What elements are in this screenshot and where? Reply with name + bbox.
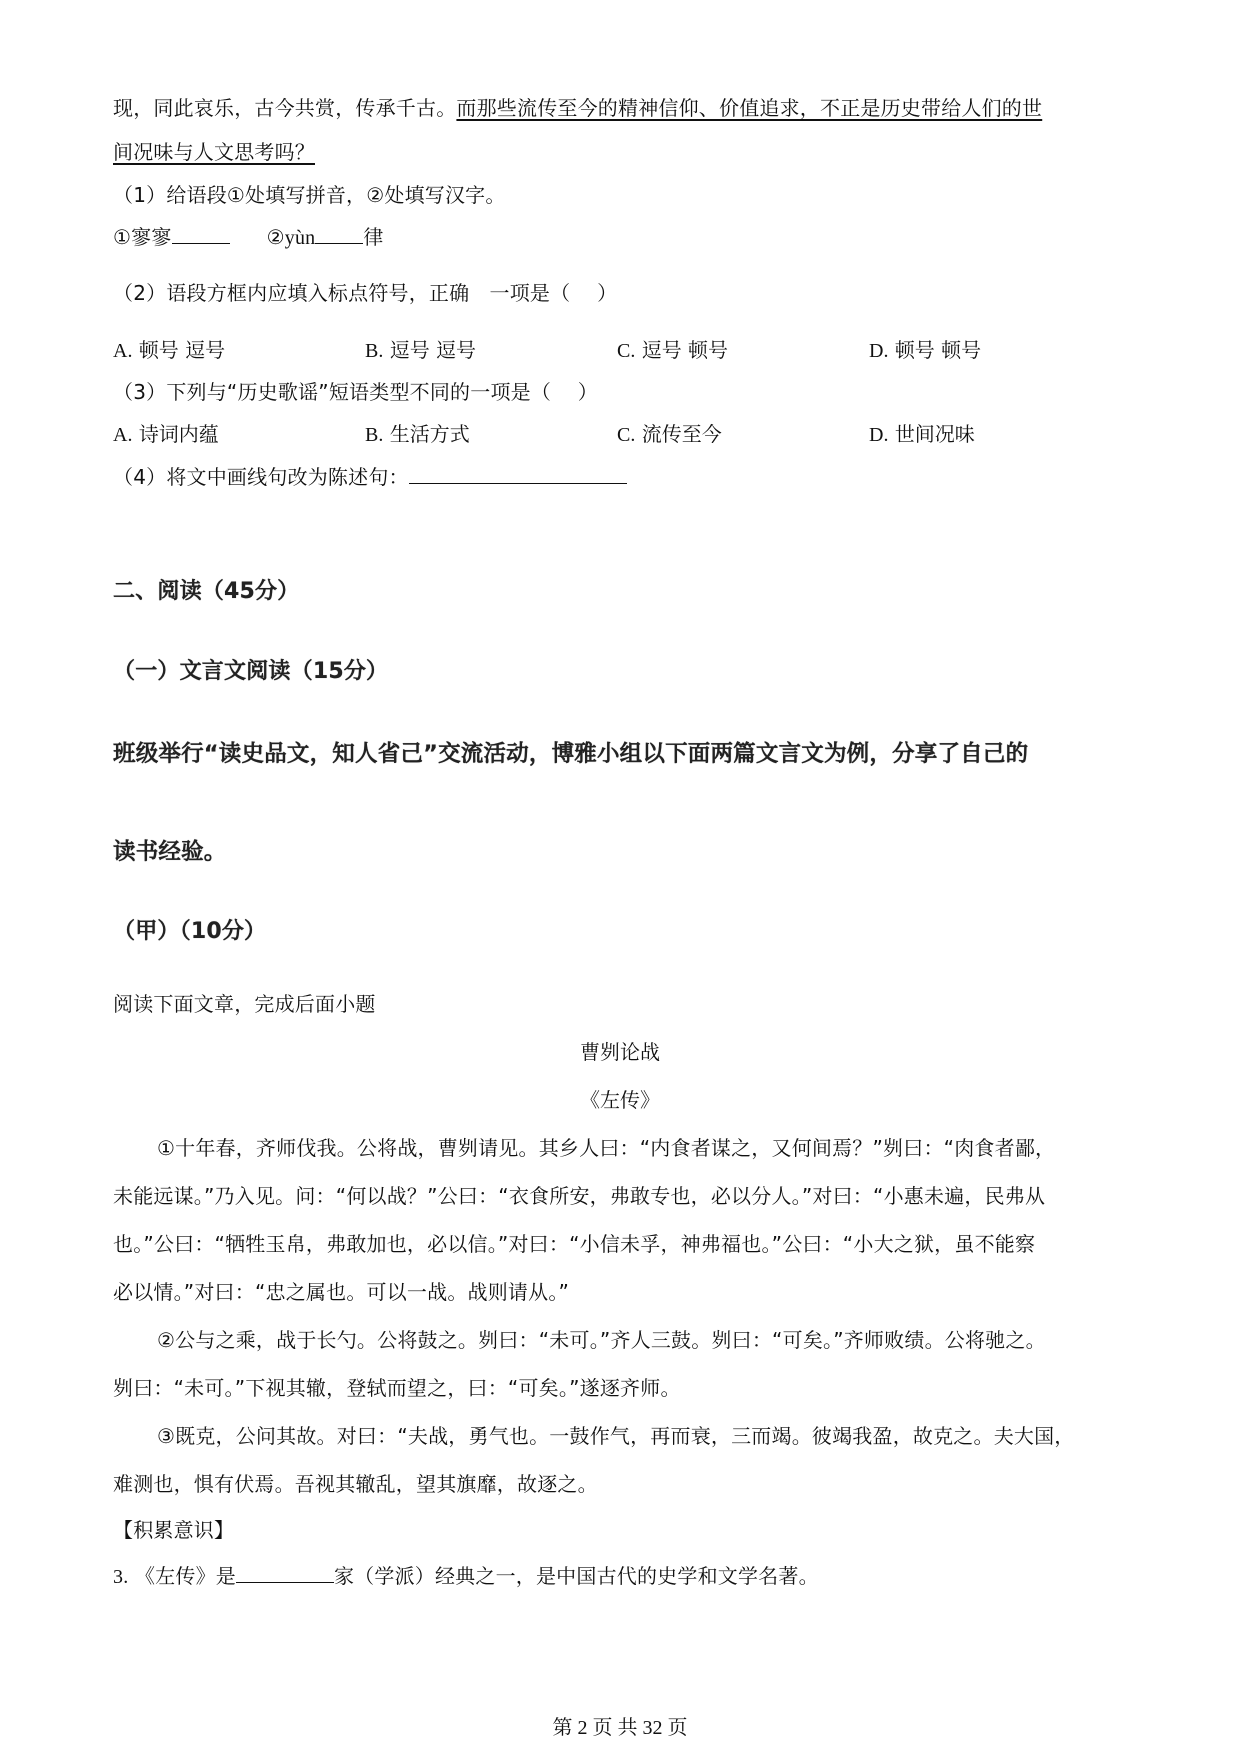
activity-intro-line-1: 班级举行“读史品文，知人省己”交流活动，博雅小组以下面两篇文言文为例，分享了自己的	[113, 741, 1029, 767]
question-1-prompt: （1）给语段①处填写拼音，②处填写汉字。	[113, 183, 506, 207]
passage-line-2	[113, 138, 315, 166]
accumulation-heading: 【积累意识】	[113, 1518, 235, 1542]
answer-blank-2[interactable]	[315, 223, 363, 244]
q3-option-d[interactable]: D. 世间况味	[869, 422, 975, 446]
article-paragraph-2-line-1: ②公与之乘，战于长勺。公将鼓之。刿曰：“未可。”齐人三鼓。刿曰：“可矣。”齐师败绩。公将驰之。	[157, 1328, 1046, 1352]
question-3-prefix: 《左传》是	[134, 1564, 236, 1588]
q2-option-a[interactable]: A. 顿号 逗号	[113, 338, 226, 362]
question-4	[113, 463, 627, 491]
answer-blank-1[interactable]	[172, 223, 230, 244]
subsection-1-heading: （一）文言文阅读（15分）	[113, 659, 389, 684]
question-3-fill-in	[113, 1562, 819, 1591]
article-paragraph-1-line-2: 未能远谋。”乃入见。问：“何以战？”公曰：“衣食所安，弗敢专也，必以分人。”对曰：“小惠未遍，民弗从	[113, 1184, 1046, 1208]
article-source: 《左传》	[580, 1088, 660, 1112]
article-paragraph-3-line-1: ③既克，公问其故。对曰：“夫战，勇气也。一鼓作气，再而衰，三而竭。彼竭我盈，故克之。夫大国，	[157, 1424, 1075, 1448]
answer-blank-4[interactable]	[409, 463, 627, 484]
item-2-label: ②yùn	[266, 227, 316, 249]
part-jia-heading: （甲）（10分）	[113, 919, 267, 944]
q3-option-c[interactable]: C. 流传至今	[617, 422, 722, 446]
passage-text: 现，同此哀乐，古今共赏，传承千古。	[113, 96, 457, 120]
section-2-heading: 二、阅读（45分）	[113, 579, 300, 604]
question-2-prompt: （2）语段方框内应填入标点符号，正确 一项是（ ）	[113, 281, 618, 305]
passage-line-1	[113, 94, 1042, 122]
article-paragraph-1-line-4: 必以情。”对曰：“忠之属也。可以一战。战则请从。”	[113, 1280, 570, 1304]
article-paragraph-1-line-1: ①十年春，齐师伐我。公将战，曹刿请见。其乡人曰：“内食者谋之，又何间焉？”刿曰：“肉食者鄙，	[157, 1136, 1056, 1160]
item-1-label: ①寥寥	[113, 225, 172, 249]
activity-intro-line-2: 读书经验。	[113, 839, 227, 865]
article-paragraph-2-line-2: 刿曰：“未可。”下视其辙，登轼而望之，曰：“可矣。”遂逐齐师。	[113, 1376, 681, 1400]
question-3-suffix: 家（学派）经典之一，是中国古代的史学和文学名著。	[333, 1564, 819, 1588]
answer-blank-school[interactable]	[236, 1562, 334, 1583]
underlined-sentence-end: 间况味与人文思考吗？	[113, 140, 315, 164]
question-number: 3.	[113, 1566, 129, 1588]
page-number-footer: 第 2 页 共 32 页	[552, 1717, 688, 1739]
q3-option-b[interactable]: B. 生活方式	[365, 422, 470, 446]
article-title: 曹刿论战	[580, 1040, 660, 1064]
article-paragraph-1-line-3: 也。”公曰：“牺牲玉帛，弗敢加也，必以信。”对曰：“小信未孚，神弗福也。”公曰：“小大之狱，虽不能察	[113, 1232, 1036, 1256]
item-2-suffix: 律	[363, 225, 384, 249]
question-4-prompt: （4）将文中画线句改为陈述句：	[113, 465, 409, 489]
q2-option-c[interactable]: C. 逗号 顿号	[617, 338, 729, 362]
q2-option-b[interactable]: B. 逗号 逗号	[365, 338, 477, 362]
question-1-items	[113, 223, 384, 252]
article-paragraph-3-line-2: 难测也，惧有伏焉。吾视其辙乱，望其旗靡，故逐之。	[113, 1472, 598, 1496]
underlined-sentence: 而那些流传至今的精神信仰、价值追求，不正是历史带给人们的世	[456, 96, 1043, 120]
q2-option-d[interactable]: D. 顿号 顿号	[869, 338, 982, 362]
question-3-prompt: （3）下列与“历史歌谣”短语类型不同的一项是（ ）	[113, 380, 599, 404]
reading-instruction: 阅读下面文章，完成后面小题	[113, 992, 376, 1016]
q3-option-a[interactable]: A. 诗词内蕴	[113, 422, 219, 446]
